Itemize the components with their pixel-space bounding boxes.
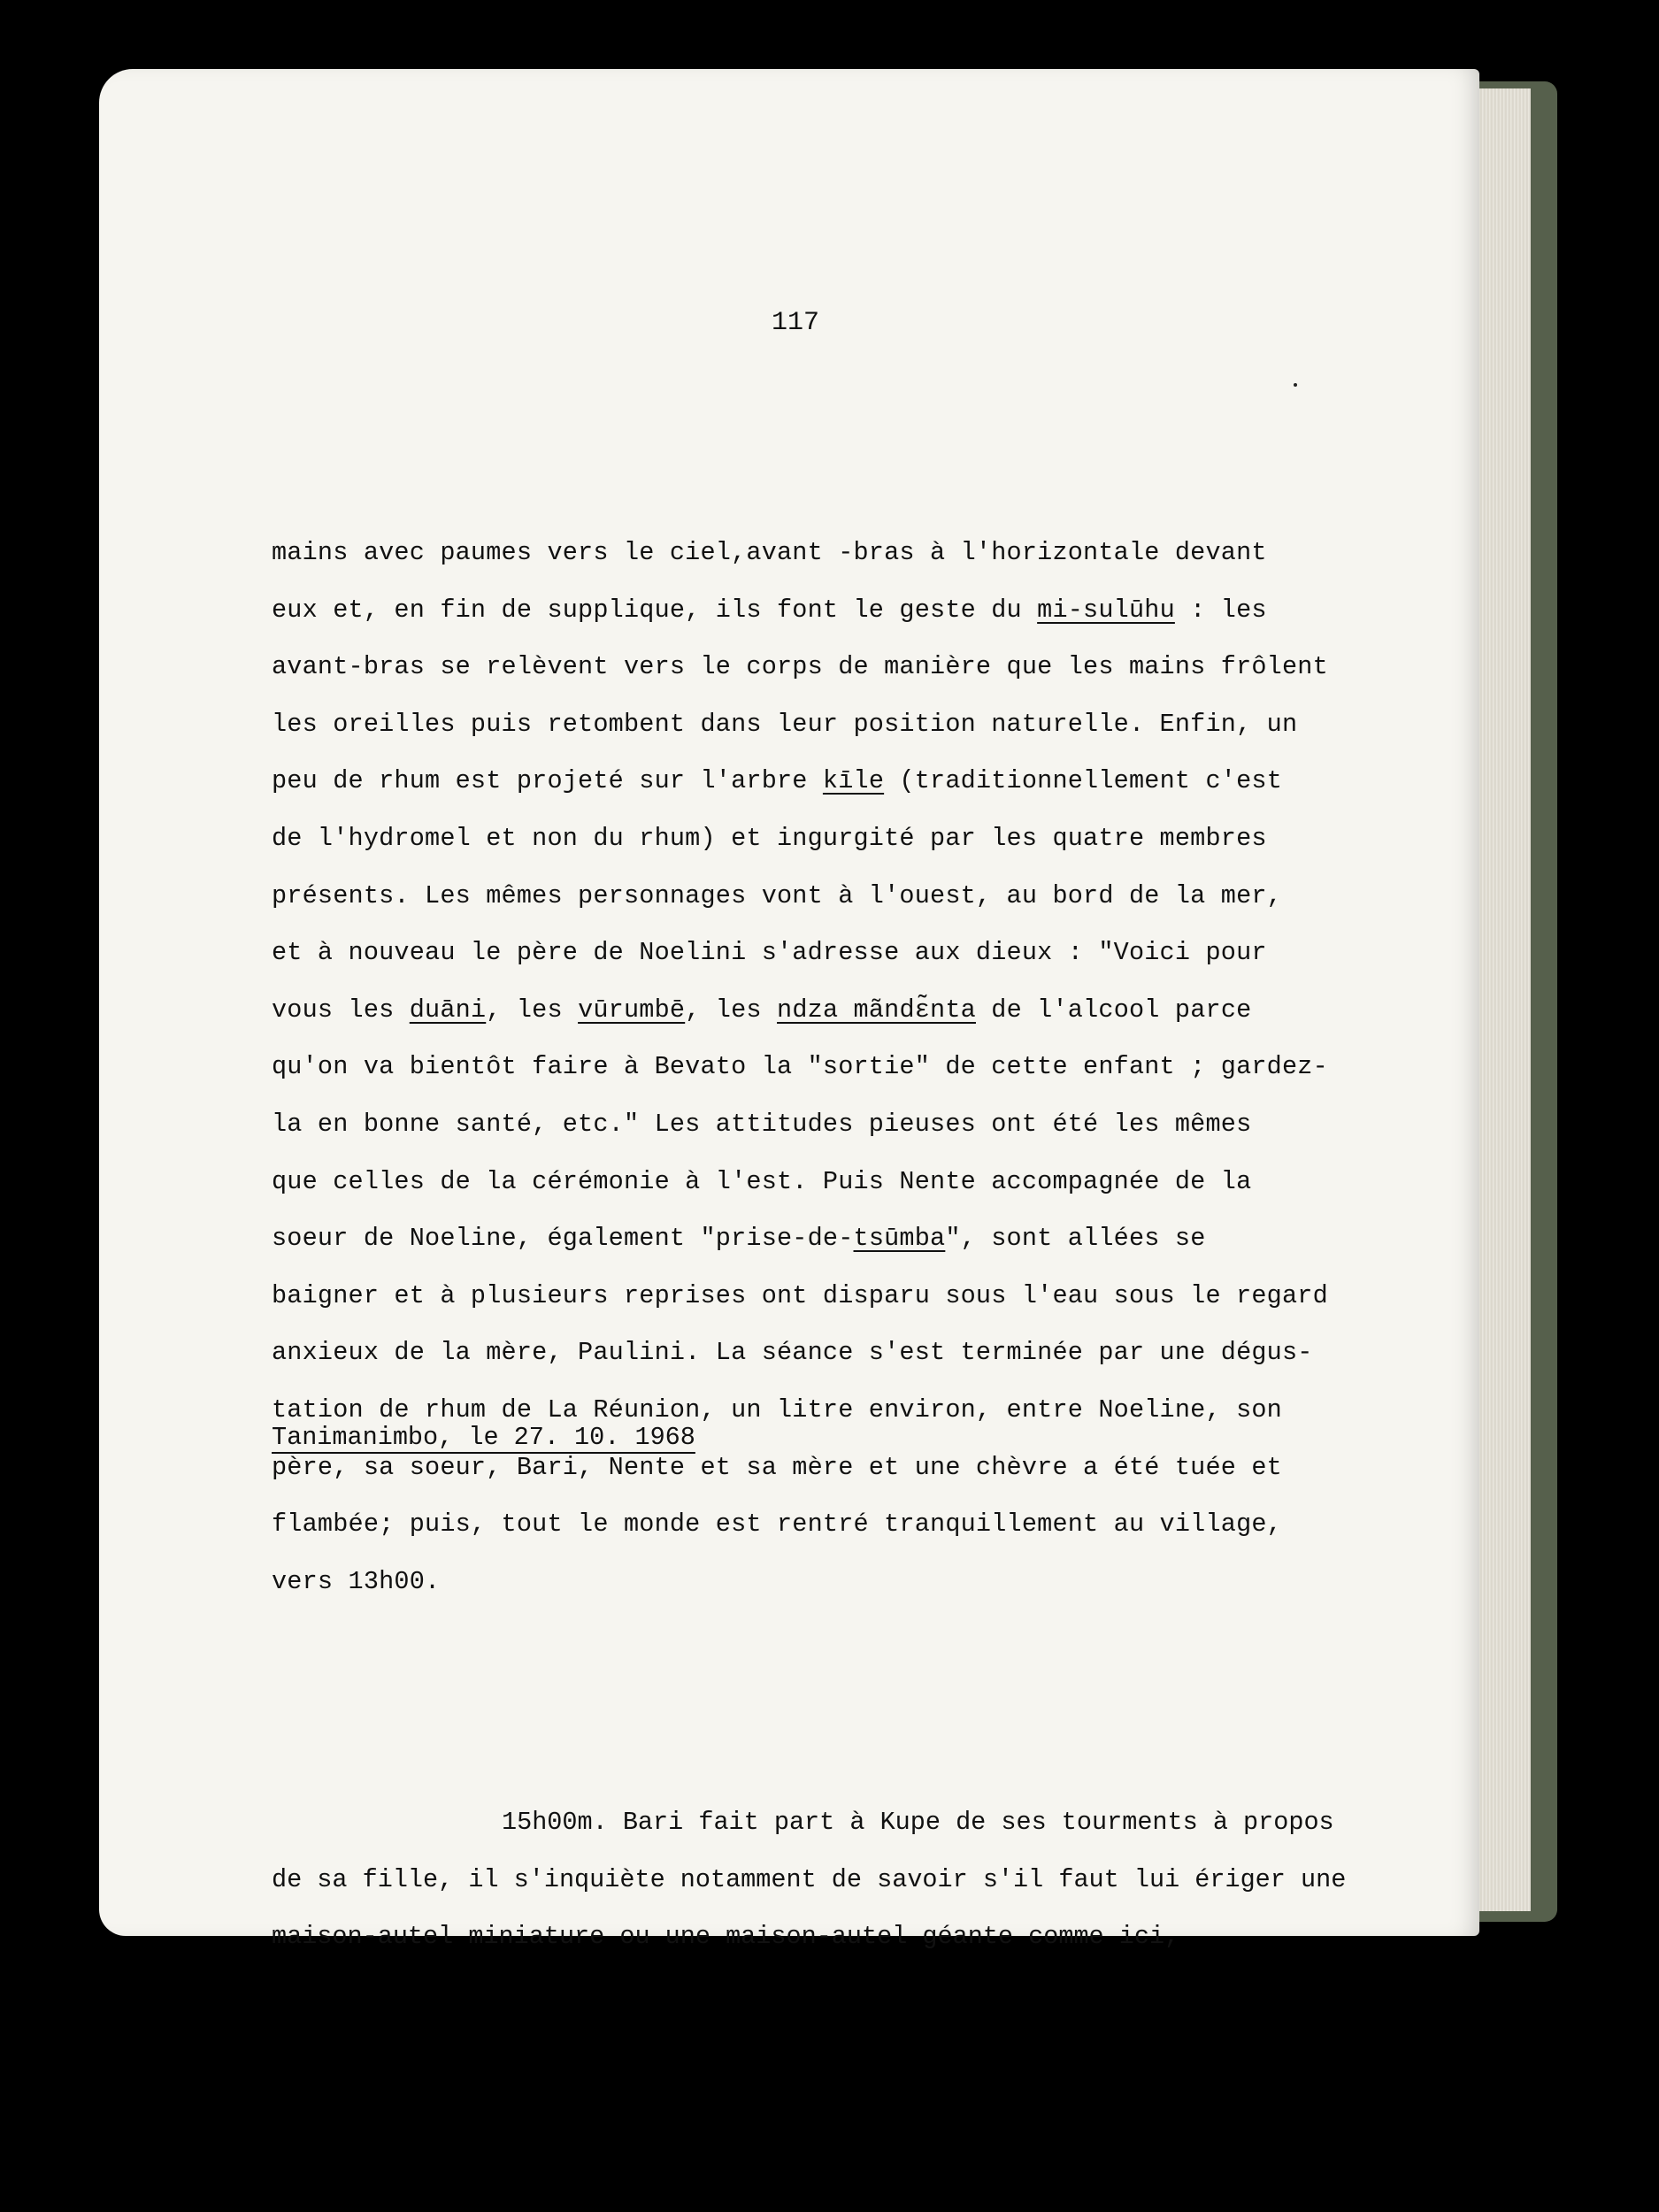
term-tsumba: tsūmba	[853, 1224, 946, 1254]
text-line: que celles de la cérémonie à l'est. Puis Nente accompagnée de la	[272, 1166, 1252, 1196]
term-kile: kīle	[822, 766, 885, 796]
text-line: les oreilles puis retombent dans leur position naturelle. Enfin, un	[272, 709, 1298, 739]
text-line: qu'on va bientôt faire à Bevato la "sortie" de cette enfant ; gardez-	[272, 1052, 1328, 1082]
page-number: 117	[772, 308, 820, 338]
text-line	[272, 982, 1440, 1040]
text-line	[272, 753, 1440, 810]
text-line: baigner et à plusieurs reprises ont disparu sous l'eau sous le regard	[272, 1280, 1328, 1310]
text-span: de l'alcool parce	[975, 995, 1252, 1025]
text-line: de sa fille, il s'inquiète notamment de savoir s'il faut lui ériger une	[272, 1864, 1347, 1894]
text-line	[272, 1210, 1440, 1268]
body-paragraph-2	[272, 1794, 1440, 1966]
text-line: 15h00m. Bari fait part à Kupe de ses tourments à propos	[502, 1808, 1334, 1837]
text-span: , les	[486, 995, 579, 1025]
text-span: , les	[685, 995, 778, 1025]
text-line: la en bonne santé, etc." Les attitudes pieuses ont été les mêmes	[272, 1109, 1252, 1139]
text-line: tation de rhum de La Réunion, un litre environ, entre Noeline, son	[272, 1394, 1282, 1425]
book-page	[99, 69, 1479, 1952]
text-line: flambée; puis, tout le monde est rentré tranquillement au village,	[272, 1509, 1282, 1540]
text-span: : les	[1174, 595, 1267, 625]
text-line	[272, 582, 1440, 640]
text-line: présents. Les mêmes personnages vont à l'ouest, au bord de la mer,	[272, 880, 1282, 910]
text-span: eux et, en fin de supplique, ils font le geste du	[272, 595, 1038, 625]
text-span: (traditionnellement c'est	[884, 766, 1282, 796]
text-span: ", sont allées se	[945, 1224, 1206, 1254]
term-duani: duāni	[409, 995, 487, 1025]
term-mi-suluhu: mi-sulūhu	[1037, 595, 1175, 625]
text-line: de l'hydromel et non du rhum) et ingurgité par les quatre membres	[272, 823, 1267, 853]
text-line: père, sa soeur, Bari, Nente et sa mère et une chèvre a été tuée et	[272, 1452, 1282, 1482]
text-line: maison-autel miniature ou une maison-autel géante comme ici,	[272, 1922, 1180, 1952]
term-ndza-mandenta: ndza mãndɛ̃nta	[777, 995, 976, 1025]
text-line: vers 13h00.	[272, 1566, 441, 1596]
text-line: et à nouveau le père de Noelini s'adresse aux dieux : "Voici pour	[272, 938, 1267, 968]
text-span: peu de rhum est projeté sur l'arbre	[272, 766, 823, 796]
text-span: soeur de Noeline, également "prise-de-	[272, 1224, 854, 1254]
speck	[1294, 383, 1297, 387]
text-line: avant-bras se relèvent vers le corps de manière que les mains frôlent	[272, 652, 1328, 682]
text-line: anxieux de la mère, Paulini. La séance s'est terminée par une dégus-	[272, 1338, 1313, 1368]
section-heading: Tanimanimbo, le 27. 10. 1968	[272, 1423, 695, 1452]
text-line: mains avec paumes vers le ciel,avant -bras à l'horizontale devant	[272, 538, 1267, 567]
term-vurumbe: vūrumbē	[578, 995, 686, 1025]
text-span: vous les	[272, 995, 410, 1025]
